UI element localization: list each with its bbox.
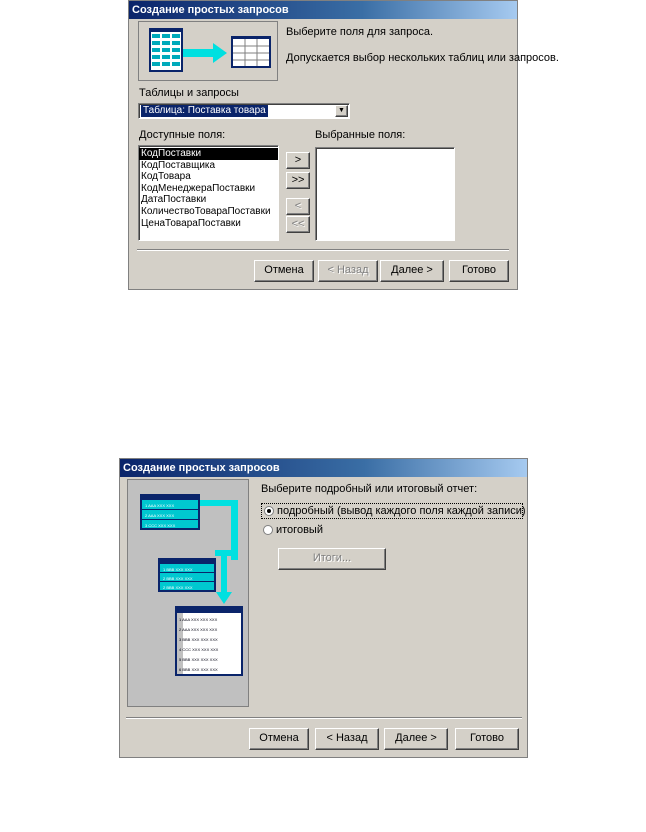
mini-row: 2 AAA XXX XXX [145,513,175,518]
table-select-value: Таблица: Поставка товара [143,105,266,116]
instruction-text: Выберите подробный или итоговый отчет: [261,483,478,495]
move-all-button[interactable]: >> [286,172,310,189]
selected-fields-list[interactable] [315,147,455,241]
illustration-mid-rows [161,565,193,592]
list-item[interactable]: КодПоставки [139,148,278,160]
list-item[interactable]: ДатаПоставки [141,194,207,206]
illustration-bottom-rows [177,615,218,675]
remove-one-button[interactable]: < [286,198,310,215]
mini-row: 2 BBB XXX XXX [163,576,193,581]
mini-row: 2 BBB XXX XXX [163,585,193,590]
list-item[interactable]: КоличествоТовараПоставки [141,205,271,217]
divider [126,717,522,719]
mini-row: 3 BBB XXX XXX XXX [179,637,218,642]
remove-all-button[interactable]: << [286,216,310,233]
next-button[interactable]: Далее > [380,260,444,282]
instruction-text: Выберите поля для запроса. [286,26,434,38]
mini-row: 1 AAA XXX XXX [145,503,175,508]
divider [137,249,509,251]
list-item[interactable]: КодМенеджераПоставки [141,182,256,194]
radio-summary-option[interactable] [261,523,381,539]
simple-query-wizard-fields-dialog [128,0,559,290]
available-fields-list[interactable] [138,145,279,241]
list-item[interactable]: КодПоставщика [141,159,216,171]
hint-text: Допускается выбор нескольких таблиц или запросов. [286,52,559,64]
summary-options-button[interactable]: Итоги... [278,548,386,570]
radio-detail[interactable] [264,506,274,516]
radio-summary[interactable] [263,525,273,535]
radio-detail-option[interactable] [261,503,526,519]
cancel-button[interactable]: Отмена [249,728,309,750]
dialog-title: Создание простых запросов [120,459,527,477]
radio-detail-label: подробный (вывод каждого поля каждой записи) [277,505,526,517]
back-button[interactable]: < Назад [315,728,379,750]
move-one-button[interactable]: > [286,152,310,169]
mini-row: 3 CCC XXX XXX [145,523,176,528]
back-button[interactable]: < Назад [318,260,378,282]
table-select[interactable] [138,103,350,119]
list-item[interactable]: КодТовара [141,171,191,183]
mini-row: 6 BBB XXX XXX XXX [179,667,218,672]
radio-summary-label: итоговый [276,524,323,536]
finish-button[interactable]: Готово [449,260,509,282]
table-to-query-icon [139,22,277,80]
mini-row: 2 AAA XXX XXX XXX [179,627,218,632]
mini-row: 1 AAA XXX XXX XXX [179,617,218,622]
next-button[interactable]: Далее > [384,728,448,750]
finish-button[interactable]: Готово [455,728,519,750]
list-item[interactable]: ЦенаТовараПоставки [141,217,241,229]
mini-row: 5 BBB XXX XXX XXX [179,657,218,662]
wizard-illustration [138,21,278,81]
chevron-down-icon: ▼ [338,107,345,114]
cancel-button[interactable]: Отмена [254,260,314,282]
tables-label: Таблицы и запросы [139,87,239,99]
selected-fields-label: Выбранные поля: [315,129,406,141]
mini-row: 1 BBB XXX XXX [163,567,193,572]
wizard-illustration [127,479,249,707]
simple-query-wizard-report-type-dialog [119,458,528,758]
available-fields-label: Доступные поля: [139,129,226,141]
illustration-top-rows [143,501,175,531]
dialog-title: Создание простых запросов [129,1,517,19]
dropdown-button[interactable] [335,105,348,117]
mini-row: 4 CCC XXX XXX XXX [179,647,219,652]
